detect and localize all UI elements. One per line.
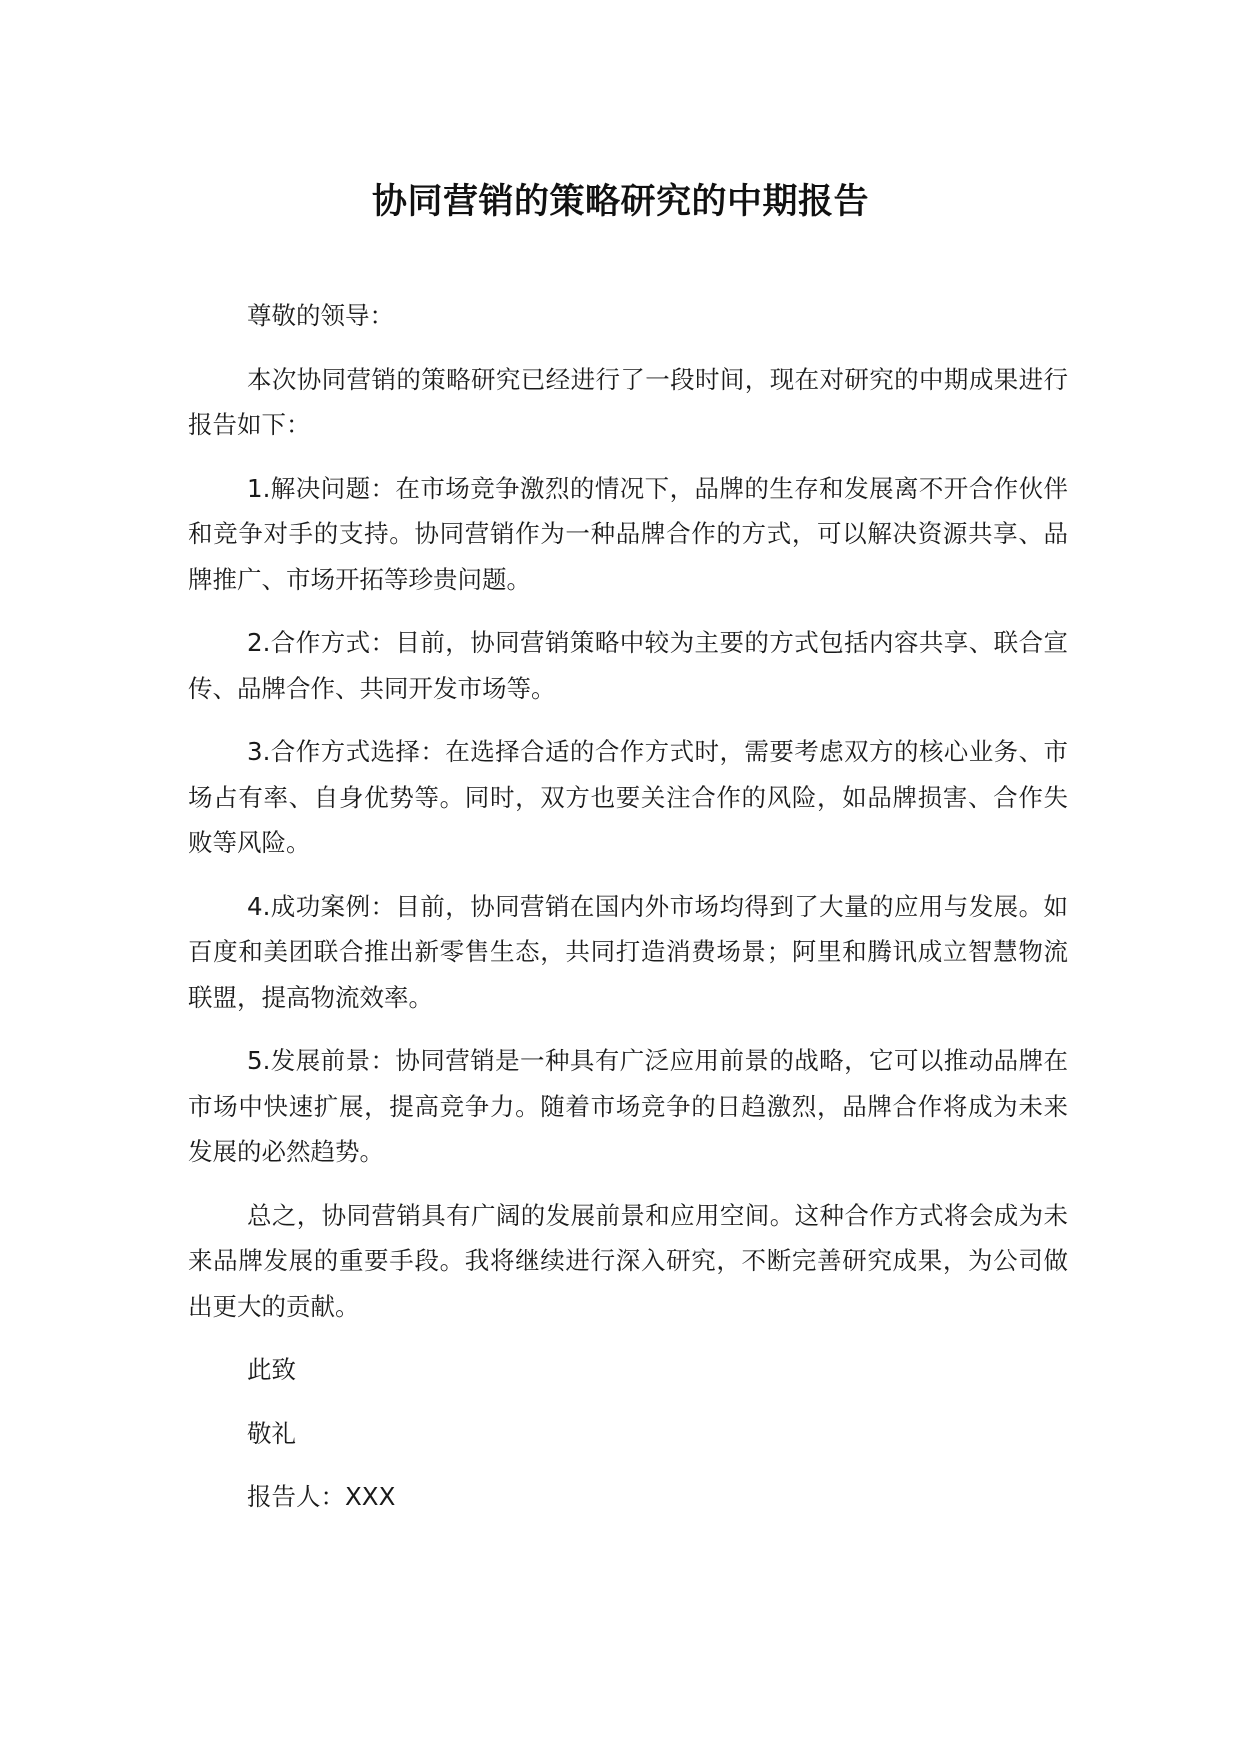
signature: 报告人：XXX [247, 1482, 396, 1511]
closing-line-2: 敬礼 [247, 1418, 296, 1448]
closing-line-1: 此致 [247, 1355, 296, 1384]
paragraph-success-cases: 4.成功案例：目前，协同营销在国内外市场均得到了大量的应用与发展。如百度和美团联合推出新零售生态，共同打造消费场景；阿里和腾讯成立智慧物流联盟，提高物流效率。 [188, 891, 1068, 1012]
paragraph-prospects: 5.发展前景：协同营销是一种具有广泛应用前景的战略，它可以推动品牌在市场中快速扩展，提高竞争力。随着市场竞争的日趋激烈，品牌合作将成为未来发展的必然趋势。 [188, 1046, 1068, 1166]
paragraph-conclusion: 总之，协同营销具有广阔的发展前景和应用空间。这种合作方式将会成为未来品牌发展的重要手段。我将继续进行深入研究，不断完善研究成果，为公司做出更大的贡献。 [188, 1200, 1068, 1321]
paragraph-solve-problem: 1.解决问题：在市场竞争激烈的情况下，品牌的生存和发展离不开合作伙伴和竞争对手的支持。协同营销作为一种品牌合作的方式，可以解决资源共享、品牌推广、市场开拓等珍贵问题。 [188, 473, 1068, 594]
salutation: 尊敬的领导： [247, 301, 394, 330]
paragraph-intro: 本次协同营销的策略研究已经进行了一段时间，现在对研究的中期成果进行报告如下： [188, 364, 1068, 439]
paragraph-mode-selection: 3.合作方式选择：在选择合适的合作方式时，需要考虑双方的核心业务、市场占有率、自身优势等。同时，双方也要关注合作的风险，如品牌损害、合作失败等风险。 [188, 737, 1068, 857]
document-title: 协同营销的策略研究的中期报告 [371, 182, 869, 222]
document-body [188, 293, 1068, 1538]
paragraph-cooperation-mode: 2.合作方式：目前，协同营销策略中较为主要的方式包括内容共享、联合宣传、品牌合作、共同开发市场等。 [188, 628, 1068, 703]
